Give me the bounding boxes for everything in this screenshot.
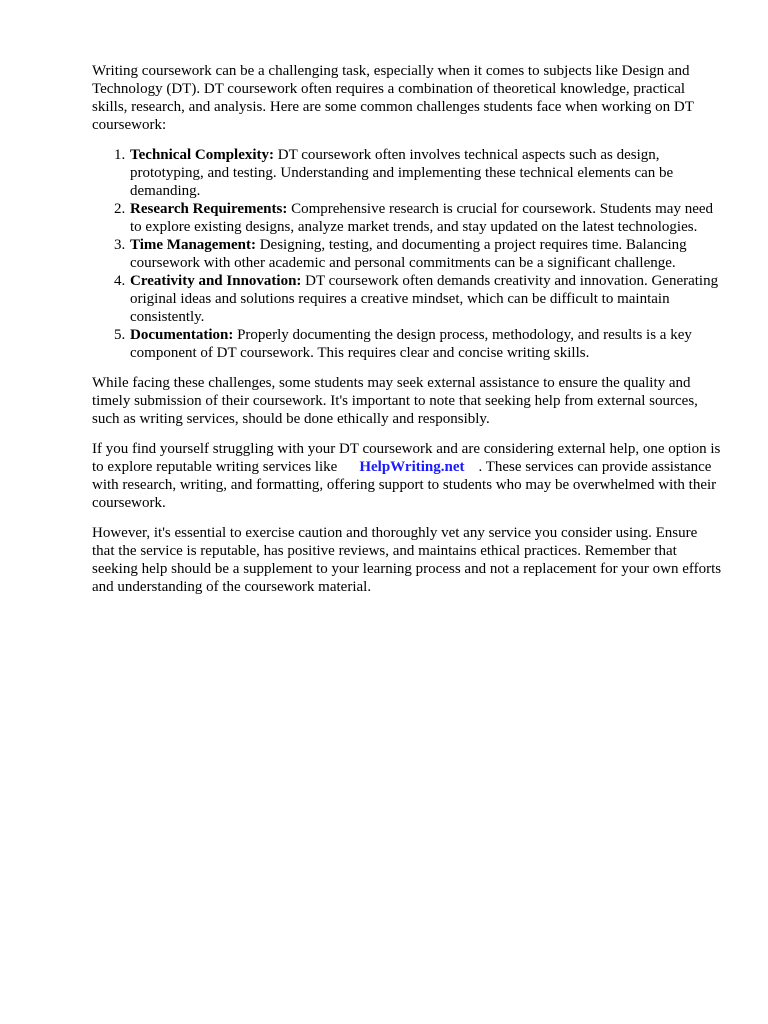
list-item-text: Designing, testing, and documenting a project requires time. Balancing coursework with other academic and personal commitments can be a significant challenge. — [130, 237, 687, 271]
list-item-term: Time Management: — [130, 237, 256, 253]
list-item-text: DT coursework often involves technical aspects such as design, prototyping, and testing. Understanding and implementing these technical elements can be demanding. — [130, 147, 674, 199]
list-item — [129, 200, 722, 236]
list-item-text: Properly documenting the design process, methodology, and results is a key component of DT coursework. This requires clear and concise writing skills. — [130, 327, 692, 361]
intro-paragraph: Writing coursework can be a challenging task, especially when it comes to subjects like Design and Technology (DT). DT coursework often requires a combination of theoretical knowledge, practical skills, research, and analysis. Here are some common challenges students face when working on DT coursework: — [92, 63, 694, 133]
list-item — [129, 236, 722, 272]
list-item-term: Research Requirements: — [130, 201, 288, 217]
caution-paragraph: However, it's essential to exercise caution and thoroughly vet any service you consider using. Ensure that the service is reputable, has positive reviews, and maintains ethical practices. Remember that seeking help should be a supplement to your learning process and not a replacement for your own efforts and understanding of the coursework material. — [92, 525, 722, 595]
assistance-paragraph: While facing these challenges, some students may seek external assistance to ensure the quality and timely submission of their coursework. It's important to note that seeking help from external sources, such as writing services, should be done ethically and responsibly. — [92, 375, 698, 427]
helpwriting-link[interactable]: HelpWriting.net — [359, 459, 465, 475]
list-item-text: Comprehensive research is crucial for coursework. Students may need to explore existing designs, analyze market trends, and stay updated on the latest technologies. — [130, 201, 714, 235]
list-item — [129, 272, 722, 326]
list-item-text: DT coursework often demands creativity and innovation. Generating original ideas and solutions requires a creative mindset, which can be difficult to maintain consistently. — [130, 273, 719, 325]
list-item — [129, 146, 722, 200]
list-item-term: Documentation: — [130, 327, 234, 343]
document-body — [92, 62, 722, 608]
list-item-term: Creativity and Innovation: — [130, 273, 302, 289]
services-paragraph — [92, 440, 722, 512]
list-item-term: Technical Complexity: — [130, 147, 275, 163]
services-text-before: If you find yourself struggling with your DT coursework and are considering external help, one option is to explore reputable writing services like — [92, 441, 721, 475]
challenges-list — [92, 146, 722, 362]
list-item — [129, 326, 722, 362]
services-text-after: . These services can provide assistance with research, writing, and formatting, offering support to students who may be overwhelmed with their coursework. — [92, 459, 717, 511]
